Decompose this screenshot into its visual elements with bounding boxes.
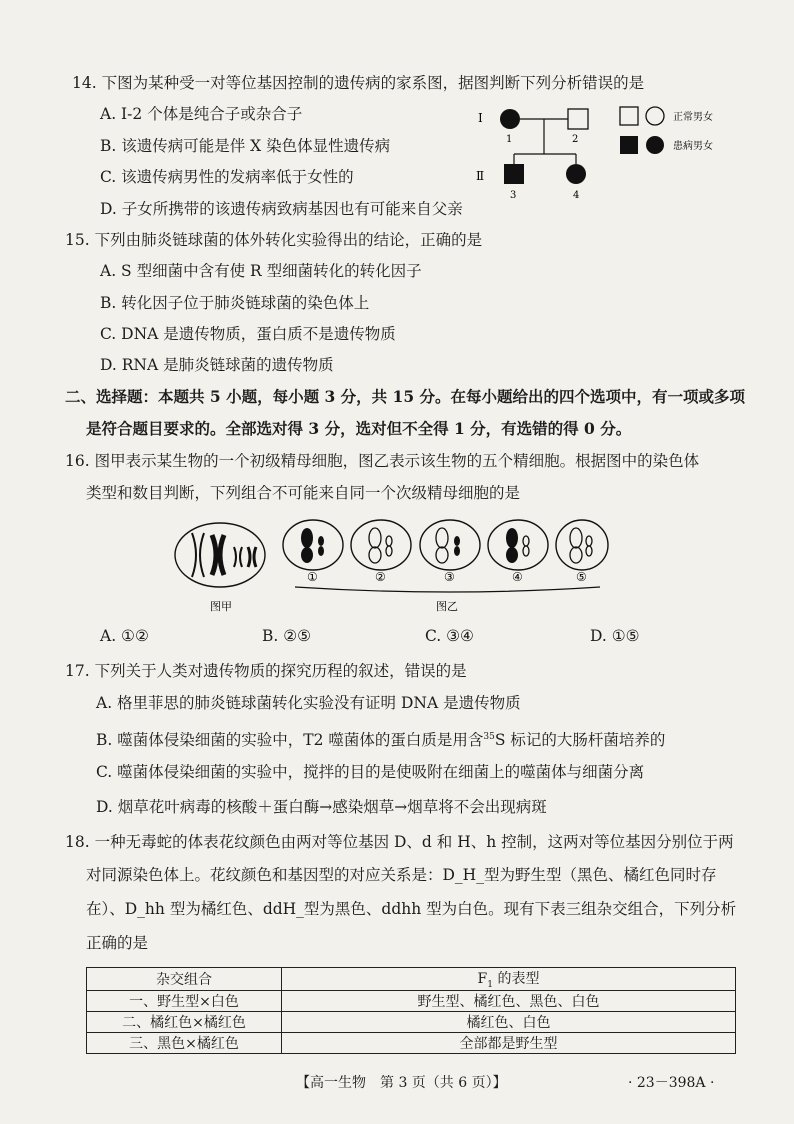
affected-female-I1 <box>500 109 520 129</box>
q16-stem-line-2: 类型和数目判断，下列组合不可能来自同一个次级精母细胞的是 <box>86 484 521 502</box>
header-cross: 杂交组合 <box>87 968 282 991</box>
q15-option-d: D. RNA 是肺炎链球菌的遗传物质 <box>100 356 334 374</box>
legend-affected-male <box>620 136 638 154</box>
num-2: 2 <box>572 134 579 145</box>
q16-option-d: D. ①⑤ <box>590 627 640 645</box>
cell-label-2: ② <box>375 570 386 584</box>
legend-affected-text: 患病男女 <box>673 141 713 152</box>
header-phenotype: $F_1$ 的表型 <box>282 968 736 991</box>
section-2-line-2: 是符合题目要求的。全部选对得 3 分，选对但不全得 1 分，有选错的得 0 分。 <box>86 419 632 438</box>
q14-option-b: B. 该遗传病可能是伴 X 染色体显性遗传病 <box>100 137 391 155</box>
sperm-cell-1 <box>283 520 343 570</box>
q15-option-c: C. DNA 是遗传物质，蛋白质不是遗传物质 <box>100 325 396 343</box>
table-row: 二、橘红色×橘红色 橘红色、白色 <box>87 1011 736 1032</box>
sperm-cell-2 <box>351 520 411 570</box>
q14-stem: 14. 下图为某种受一对等位基因控制的遗传病的家系图，据图判断下列分析错误的是 <box>72 74 645 92</box>
sperm-cell-4 <box>488 520 548 570</box>
figure-a-cell <box>175 523 265 587</box>
gen-2-label: Ⅱ <box>476 169 485 183</box>
q14-option-c: C. 该遗传病男性的发病率低于女性的 <box>100 168 354 186</box>
q14-option-a: A. Ⅰ-2 个体是纯合子或杂合子 <box>100 105 303 123</box>
q18-stem-line-2: 对同源染色体上。花纹颜色和基因型的对应关系是：D_H_型为野生型（黑色、橘红色同时存 <box>86 866 717 884</box>
table-row: 三、黑色×橘红色 全部都是野生型 <box>87 1032 736 1053</box>
section-2-line-1: 二、选择题：本题共 5 小题，每小题 3 分，共 15 分。在每小题给出的四个选项中，有一项或多项 <box>65 387 746 406</box>
num-1: 1 <box>506 134 513 145</box>
table-row: 一、野生型×白色 野生型、橘红色、黑色、白色 <box>87 990 736 1011</box>
cross-results-table <box>86 967 736 1054</box>
chromosome-figures <box>170 515 610 620</box>
q18-stem-line-4: 正确的是 <box>86 934 149 952</box>
sperm-cell-5 <box>556 520 608 570</box>
gen-1-label: Ⅰ <box>478 111 483 125</box>
exam-code: · 23－398A · <box>628 1075 715 1091</box>
q17-option-d: D. 烟草花叶病毒的核酸＋蛋白酶→感染烟草→烟草将不会出现病斑 <box>96 798 547 816</box>
q18-stem-line-3: 在）、D_hh 型为橘红色、ddH_型为黑色、ddhh 型为白色。现有下表三组杂交组合，下列分析 <box>86 900 737 918</box>
q16-option-c: C. ③④ <box>425 627 474 645</box>
q17-option-c: C. 噬菌体侵染细菌的实验中，搅拌的目的是使吸附在细菌上的噬菌体与细菌分离 <box>96 763 645 781</box>
legend-normal-text: 正常男女 <box>673 112 713 123</box>
cell-label-1: ① <box>307 570 318 584</box>
figure-b-brace <box>295 587 600 592</box>
num-3: 3 <box>510 190 517 201</box>
q18-stem-line-1: 18. 一种无毒蛇的体表花纹颜色由两对等位基因 D、d 和 H、h 控制，这两对等位基因分别位于两 <box>65 833 734 851</box>
page-footer: 【高一生物 第 3 页（共 6 页）】 <box>296 1075 507 1091</box>
cell-label-5: ⑤ <box>576 570 587 584</box>
normal-male-I2 <box>568 109 588 129</box>
affected-male-II3 <box>504 164 524 184</box>
num-4: 4 <box>573 190 580 201</box>
legend-normal-male <box>620 107 638 125</box>
q14-option-d: D. 子女所携带的该遗传病致病基因也有可能来自父亲 <box>100 200 463 218</box>
cell-label-3: ③ <box>444 570 455 584</box>
pedigree-diagram <box>470 92 740 222</box>
q17-stem: 17. 下列关于人类对遗传物质的探究历程的叙述，错误的是 <box>65 662 467 680</box>
q16-option-a: A. ①② <box>100 627 149 645</box>
q16-stem-line-1: 16. 图甲表示某生物的一个初级精母细胞，图乙表示该生物的五个精细胞。根据图中的染色体 <box>65 452 700 470</box>
affected-female-II4 <box>566 164 586 184</box>
legend-normal-female <box>646 107 664 125</box>
q16-option-b: B. ②⑤ <box>262 627 312 645</box>
q17-option-b: B. 噬菌体侵染细菌的实验中，T2 噬菌体的蛋白质是用含$^{35}$S 标记的大肠杆菌培养的 <box>96 731 666 750</box>
legend-affected-female <box>646 136 664 154</box>
q17-option-a: A. 格里菲思的肺炎链球菌转化实验没有证明 DNA 是遗传物质 <box>96 694 521 712</box>
sperm-cell-3 <box>420 520 480 570</box>
q15-stem: 15. 下列由肺炎链球菌的体外转化实验得出的结论，正确的是 <box>65 231 483 249</box>
q15-option-a: A. S 型细菌中含有使 R 型细菌转化的转化因子 <box>100 262 422 280</box>
cell-label-4: ④ <box>512 570 523 584</box>
table-header-row <box>87 968 736 991</box>
figure-b-label: 图乙 <box>436 600 458 613</box>
figure-a-label: 图甲 <box>210 600 232 613</box>
q15-option-b: B. 转化因子位于肺炎链球菌的染色体上 <box>100 294 370 312</box>
